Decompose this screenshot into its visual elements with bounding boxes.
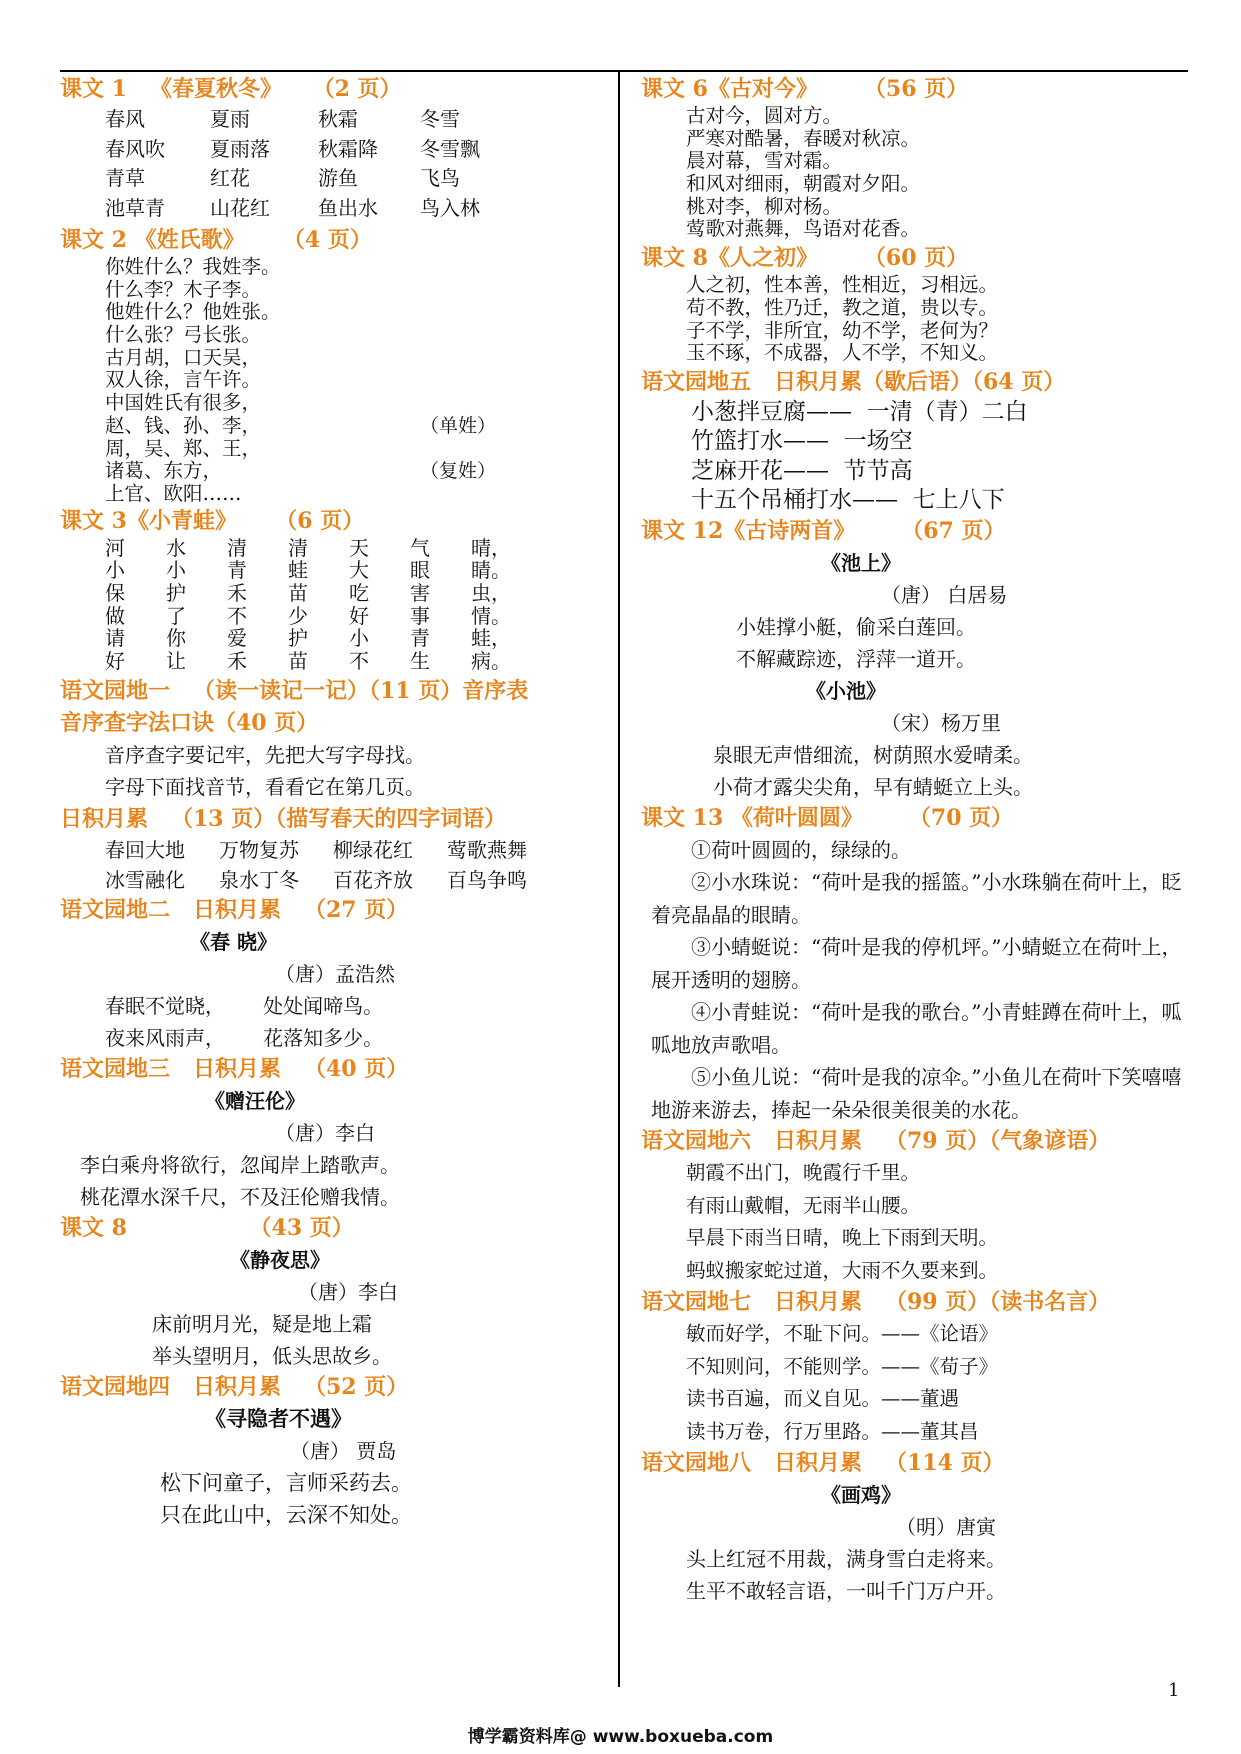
quote-line: 敏而好学，不耻下问。——《论语》 [686, 1322, 999, 1346]
poem-grid-char: 护 [166, 580, 186, 605]
poem-grid-row [60, 537, 608, 560]
poem-grid-row [60, 650, 608, 673]
lesson2-line-text: 你姓什么？我姓李。 [105, 255, 281, 278]
lesson12-poem2-title: 《小池》 [806, 678, 886, 703]
lesson6-line: 和风对细雨，朝霞对夕阳。 [686, 172, 921, 196]
poem-grid-char: 病。 [471, 649, 511, 673]
lesson2-line [60, 256, 608, 279]
lesson2-line [60, 483, 608, 506]
poem-grid-char: 少 [288, 603, 308, 628]
lesson6-line: 严寒对酷暑，春暖对秋凉。 [686, 126, 921, 150]
garden3-poem-title: 《赠汪伦》 [205, 1088, 305, 1113]
poem-grid-char: 做 [105, 603, 125, 628]
lesson13-paragraph: ③小蜻蜓说：“荷叶是我的停机坪。”小蜻蜓立在荷叶上，展开透明的翅膀。 [651, 935, 1182, 992]
poem-grid-char: 青 [227, 558, 247, 583]
lesson2-text [60, 256, 608, 506]
word-cell: 夏雨落 [210, 136, 270, 161]
poem-grid-char: 青 [410, 626, 430, 651]
garden3-poem-line: 桃花潭水深千尺，不及汪伦赠我情。 [80, 1184, 400, 1209]
poem-grid-char: 让 [166, 649, 186, 673]
poem-grid-char: 清 [288, 535, 308, 560]
poem-grid-char: 请 [105, 626, 125, 651]
poem-grid-row [60, 627, 608, 650]
lesson2-line-text: 诸葛、东方， [105, 459, 223, 483]
quote-line: 读书万卷，行万里路。——董其昌 [686, 1419, 979, 1443]
garden7-heading: 语文园地七 日积月累 （99 页）（读书名言） [641, 1289, 1111, 1316]
lesson2-line [60, 324, 608, 347]
poem-grid-char: 生 [410, 649, 430, 673]
lesson2-line-text: 他姓什么？他姓张。 [105, 300, 281, 324]
saying-line: 芝麻开花—— 节节高 [691, 457, 913, 484]
garden7-quotes [641, 1318, 1189, 1448]
garden3-heading: 语文园地三 日积月累 （40 页） [60, 1055, 409, 1082]
garden4-poem-line: 松下问童子，言师采药去。 [160, 1470, 412, 1495]
lesson12-poem1-line: 不解藏踪迹，浮萍一道开。 [736, 646, 976, 671]
word-cell: 秋霜降 [318, 136, 378, 161]
poem-grid-char: 小 [166, 558, 186, 583]
poem-grid-char: 河 [105, 535, 125, 560]
garden2-poem-title: 《春 晓》 [190, 929, 277, 954]
lesson12-poem1-line: 小娃撑小艇，偷采白莲回。 [736, 614, 976, 639]
poem-grid-row [60, 582, 608, 605]
lesson2-line-text: 周，吴、郑、王， [105, 436, 262, 460]
poem-grid-char: 大 [349, 558, 369, 583]
spring-words-row [60, 835, 608, 865]
poem-grid-char: 苗 [288, 649, 308, 673]
lesson2-line-text: 双人徐，言午许。 [105, 368, 262, 392]
lesson6-line: 晨对幕，雪对霜。 [686, 149, 843, 173]
garden8-poem-author: （明）唐寅 [896, 1515, 996, 1540]
lesson2-line [60, 301, 608, 324]
lesson8b-text [641, 274, 1189, 365]
lesson6-line: 莺歌对燕舞，鸟语对花香。 [686, 217, 921, 241]
lesson6-line: 桃对李，柳对杨。 [686, 194, 843, 218]
proverb-line: 有雨山戴帽，无雨半山腰。 [686, 1193, 921, 1217]
quote-line: 读书百遍，而义自见。——董遇 [686, 1387, 960, 1411]
right-column [641, 74, 1189, 1607]
lesson2-line-text: 什么李？木子李。 [105, 277, 262, 301]
poem-grid-char: 虫， [471, 580, 511, 605]
word-cell: 冬雪飘 [420, 136, 480, 161]
garden3-poem-author: （唐）李白 [275, 1120, 375, 1145]
garden1-line: 字母下面找音节，看看它在第几页。 [105, 775, 425, 800]
poem-grid-char: 晴， [471, 535, 511, 560]
spring-word: 柳绿花红 [333, 837, 413, 862]
lesson13-paragraph: ④小青蛙说：“荷叶是我的歌台。”小青蛙蹲在荷叶上，呱呱地放声歌唱。 [651, 1000, 1182, 1057]
word-cell: 春风吹 [105, 136, 165, 161]
column-divider [618, 70, 620, 1687]
word-row [60, 135, 608, 165]
lesson2-line [60, 415, 608, 438]
lesson3-heading: 课文 3《小青蛙》 （6 页） [60, 507, 365, 534]
lesson2-line-text: 中国姓氏有很多， [105, 391, 262, 415]
word-cell: 山花红 [210, 195, 270, 220]
lesson2-line [60, 347, 608, 370]
poem-grid-char: 小 [349, 626, 369, 651]
lesson2-line-text: 什么张？弓长张。 [105, 323, 262, 347]
lesson12-heading: 课文 12《古诗两首》 （67 页） [641, 517, 1006, 544]
poem-grid-char: 水 [166, 535, 186, 560]
lesson2-line [60, 279, 608, 302]
poem-grid-char: 好 [105, 649, 125, 673]
poem-grid-row [60, 605, 608, 628]
garden2-poem-line: 夜来风雨声， 花落知多少。 [105, 1025, 384, 1050]
garden5-heading: 语文园地五 日积月累（歇后语）（64 页） [641, 368, 1066, 395]
saying-line: 竹篮打水—— 一场空 [691, 428, 913, 455]
proverb-line: 蚂蚁搬家蛇过道，大雨不久要来到。 [686, 1258, 999, 1282]
page-number: 1 [1168, 1680, 1180, 1701]
lesson12-poem1-title: 《池上》 [821, 550, 901, 575]
lesson6-text [641, 105, 1189, 241]
poem-grid-char: 蛙 [288, 558, 308, 583]
poem-grid-char: 了 [166, 603, 186, 628]
garden8-poem-line: 头上红冠不用裁，满身雪白走将来。 [686, 1547, 1006, 1572]
proverb-line: 朝霞不出门，晚霞行千里。 [686, 1161, 921, 1185]
lesson12-poem2-author: （宋）杨万里 [881, 710, 1001, 735]
word-cell: 池草青 [105, 195, 165, 220]
word-row [60, 194, 608, 224]
lesson8b-line: 子不学，非所宜，幼不学，老何为？ [686, 318, 999, 342]
lesson8-poem-line: 床前明月光，疑是地上霜 [152, 1311, 372, 1336]
lesson6-heading: 课文 6《古对今》 （56 页） [641, 76, 969, 102]
lesson13-heading: 课文 13 《荷叶圆圆》 （70 页） [641, 804, 1014, 831]
poem-grid-char: 小 [105, 558, 125, 583]
garden4-poem-line: 只在此山中，云深不知处。 [160, 1502, 412, 1527]
poem-grid-char: 护 [288, 626, 308, 651]
word-cell: 青草 [105, 166, 145, 190]
lesson3-poem-grid [60, 537, 608, 673]
spring-word: 泉水丁冬 [219, 867, 299, 892]
lesson2-line [60, 392, 608, 415]
poem-grid-char: 吃 [349, 580, 369, 605]
lesson12-poem2-line: 泉眼无声惜细流，树荫照水爱晴柔。 [713, 742, 1033, 767]
top-rule [60, 70, 1188, 72]
spring-word: 万物复苏 [219, 837, 299, 862]
lesson13-paragraph: ②小水珠说：“荷叶是我的摇篮。”小水珠躺在荷叶上，眨着亮晶晶的眼睛。 [651, 870, 1182, 927]
word-cell: 游鱼 [318, 166, 358, 190]
poem-grid-char: 爱 [227, 626, 247, 651]
lesson8-heading: 课文 8 （43 页） [60, 1214, 354, 1241]
spring-words-heading: 日积月累 （13 页）（描写春天的四字词语） [60, 805, 507, 832]
garden5-sayings [641, 398, 1189, 516]
poem-grid-char: 情。 [471, 603, 511, 628]
garden8-poem-title: 《画鸡》 [821, 1483, 901, 1508]
poem-grid-char: 睛。 [471, 558, 511, 583]
spring-word: 百鸟争鸣 [447, 867, 527, 892]
lesson13-paragraph: ⑤小鱼儿说：“荷叶是我的凉伞。”小鱼儿在荷叶下笑嘻嘻地游来游去，捧起一朵朵很美很美的水花。 [651, 1065, 1182, 1122]
proverb-line: 早晨下雨当日晴，晚上下雨到天明。 [686, 1226, 999, 1250]
poem-grid-char: 保 [105, 580, 125, 605]
word-cell: 夏雨 [210, 107, 250, 131]
lesson8-poem-title: 《静夜思》 [230, 1247, 330, 1272]
lesson2-line-text: 古月胡，口天吴， [105, 345, 262, 369]
garden8-poem-line: 生平不敢轻言语，一叫千门万户开。 [686, 1579, 1006, 1604]
poem-grid-char: 清 [227, 535, 247, 560]
footer-watermark: 博学霸资料库@ www.boxueba.com [467, 1727, 774, 1747]
poem-grid-char: 气 [410, 535, 430, 560]
lesson8b-line: 苟不教，性乃迁，教之道，贵以专。 [686, 295, 999, 319]
left-column [60, 74, 608, 1531]
lesson2-line [60, 460, 608, 483]
garden4-poem-author: （唐） 贾岛 [290, 1438, 397, 1463]
poem-grid-char: 事 [410, 603, 430, 628]
lesson2-heading: 课文 2 《姓氏歌》 （4 页） [60, 227, 372, 253]
lesson2-line [60, 369, 608, 392]
lesson6-line: 古对今，圆对方。 [686, 104, 843, 127]
lesson1-heading: 课文 1 《春夏秋冬》 （2 页） [60, 76, 402, 102]
lesson8b-line: 人之初，性本善，性相近，习相远。 [686, 273, 999, 297]
poem-grid-char: 不 [349, 649, 369, 673]
lesson8b-line: 玉不琢，不成器，人不学，不知义。 [686, 341, 999, 365]
word-row [60, 105, 608, 135]
poem-grid-char: 不 [227, 603, 247, 628]
lesson8-poem-line: 举头望明月，低头思故乡。 [152, 1343, 392, 1368]
word-cell: 红花 [210, 166, 250, 190]
word-cell: 春风 [105, 107, 145, 131]
lesson13-paragraph: ①荷叶圆圆的，绿绿的。 [691, 837, 911, 862]
garden4-poem-title: 《寻隐者不遇》 [205, 1405, 352, 1431]
garden6-heading: 语文园地六 日积月累 （79 页）（气象谚语） [641, 1128, 1111, 1155]
saying-line: 十五个吊桶打水—— 七上八下 [691, 487, 1005, 514]
poem-grid-char: 苗 [288, 580, 308, 605]
garden6-proverbs [641, 1157, 1189, 1287]
poem-grid-char: 眼 [410, 558, 430, 583]
garden8-heading: 语文园地八 日积月累 （114 页） [641, 1450, 1005, 1477]
lesson8-poem-author: （唐）李白 [298, 1279, 398, 1304]
single-surname-note: （单姓） [420, 414, 497, 437]
garden1-line: 音序查字要记牢，先把大写字母找。 [105, 742, 425, 767]
lesson2-line-text: 赵、钱、孙、李， [105, 413, 262, 437]
garden4-heading: 语文园地四 日积月累 （52 页） [60, 1373, 409, 1400]
double-surname-note: （复姓） [420, 460, 497, 483]
word-cell: 秋霜 [318, 107, 358, 131]
garden2-poem-line: 春眠不觉晓， 处处闻啼鸟。 [105, 993, 384, 1018]
poem-grid-char: 你 [166, 626, 186, 651]
word-cell: 鱼出水 [318, 195, 378, 220]
spring-word: 冰雪融化 [105, 867, 185, 892]
garden1-subheading: 音序查字法口诀（40 页） [60, 709, 319, 736]
poem-grid-char: 禾 [227, 649, 247, 673]
lesson12-poem2-line: 小荷才露尖尖角，早有蜻蜓立上头。 [713, 774, 1033, 799]
word-cell: 鸟入林 [420, 195, 480, 220]
lesson8b-heading: 课文 8《人之初》 （60 页） [641, 245, 969, 272]
poem-grid-char: 害 [410, 580, 430, 605]
lesson12-poem1-author: （唐） 白居易 [881, 582, 1008, 607]
word-cell: 飞鸟 [420, 166, 460, 190]
word-row [60, 164, 608, 194]
poem-grid-row [60, 559, 608, 582]
spring-word: 百花齐放 [333, 867, 413, 892]
poem-grid-char: 好 [349, 603, 369, 628]
lesson1-word-table [60, 105, 608, 223]
garden2-heading: 语文园地二 日积月累 （27 页） [60, 896, 409, 923]
poem-grid-char: 禾 [227, 580, 247, 605]
saying-line: 小葱拌豆腐—— 一清（青）二白 [691, 398, 1028, 425]
garden1-heading: 语文园地一 （读一读记一记）（11 页）音序表 [60, 677, 529, 704]
lesson2-line [60, 438, 608, 461]
poem-grid-char: 蛙， [471, 626, 511, 651]
poem-grid-char: 天 [349, 535, 369, 560]
lesson13-text [641, 834, 1189, 1127]
quote-line: 不知则问，不能则学。——《荀子》 [686, 1354, 999, 1378]
garden3-poem-line: 李白乘舟将欲行，忽闻岸上踏歌声。 [80, 1152, 400, 1177]
garden2-poem-author: （唐）孟浩然 [275, 961, 395, 986]
word-cell: 冬雪 [420, 107, 460, 131]
spring-words-row [60, 865, 608, 895]
spring-words-table [60, 835, 608, 895]
spring-word: 春回大地 [105, 837, 185, 862]
spring-word: 莺歌燕舞 [447, 837, 527, 862]
lesson2-line-text: 上官、欧阳…… [105, 481, 242, 505]
